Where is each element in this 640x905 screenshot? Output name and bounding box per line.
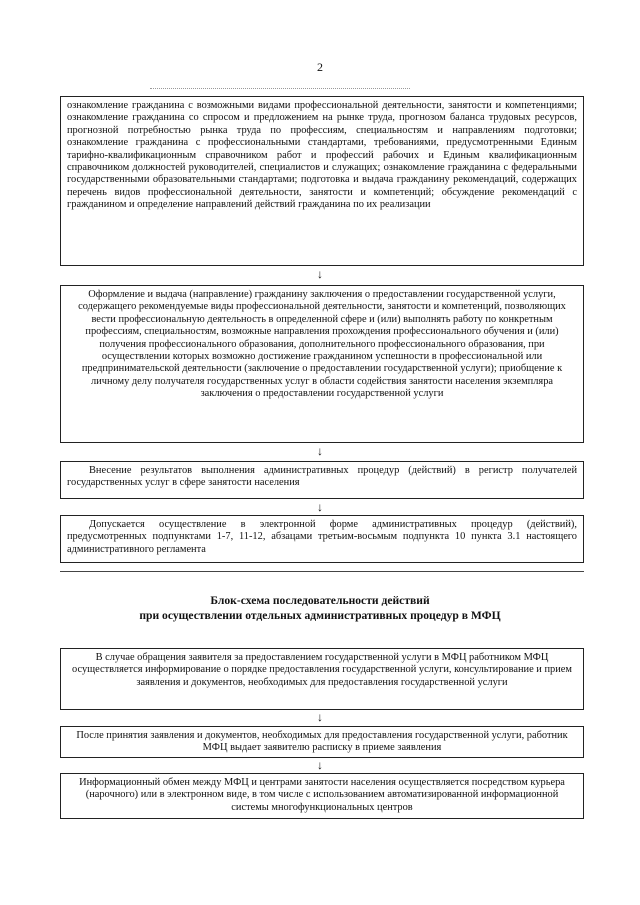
- flow-step-text: Информационный обмен между МФЦ и центрами занятости населения осуществляется посредством курьера (нарочного) или в электронном виде, в том числе с использованием автоматизированной информационной системы многофункциональных центров: [79, 777, 565, 813]
- section-title-line2: при осуществлении отдельных административных процедур в МФЦ: [139, 609, 501, 622]
- top-divider: [150, 88, 410, 89]
- flow-step-electronic-form: [60, 515, 584, 563]
- arrow-down-icon: ↓: [317, 758, 323, 772]
- flow-step-text: В случае обращения заявителя за предоставлением государственной услуги в МФЦ работником МФЦ осуществляется информирование о порядке предоставления государственной услуги, консультирование и прием заявления и документов, необходимых для предоставления государственной услуги: [72, 652, 572, 688]
- section-title-line1: Блок-схема последовательности действий: [210, 594, 430, 607]
- flow-step-text: Внесение результатов выполнения административных процедур (действий) в регистр получателей государственных услуг в сфере занятости населения: [67, 465, 577, 489]
- flow-step-information-exchange: [60, 773, 584, 819]
- arrow-down-icon: ↓: [317, 444, 323, 458]
- flow-step-text: Допускается осуществление в электронной форме административных процедур (действий), предусмотренных подпунктами 1-7, 11-12, абзацами третьим-восьмым подпункта 10 пункта 3.1 настоящего административного регламента: [67, 519, 577, 555]
- arrow-down-icon: ↓: [317, 500, 323, 514]
- flow-step-register: [60, 461, 584, 499]
- flow-step-familiarization: [60, 96, 584, 266]
- arrow-down-icon: ↓: [317, 710, 323, 724]
- flow-step-text: ознакомление гражданина с возможными видами профессиональной деятельности, занятости и компетенциями; ознакомление гражданина со спросом и предложением на рынке труда, прогнозом баланса трудовых ресурсов, прогнозной потребностью рынка труда по профессиям, специальностям и направлениям подготовки; ознакомление гражданина с профессиональными стандартами, требованиями, предусмотренными Единым тарифно-квалификационным справочником работ и профессий рабочих и Единым квалификационным справочником должностей руководителей, специалистов и служащих; ознакомление гражданина с федеральными государственными образовательными стандартами; подготовка и выдача гражданину рекомендаций, содержащих перечень видов профессиональной деятельности, занятости и компетенций; обсуждение рекомендаций с гражданином и определение направлений действий гражданина по их реализации: [67, 100, 577, 211]
- flow-step-conclusion: [60, 285, 584, 443]
- flow-step-mfc-reception: [60, 648, 584, 710]
- flow-step-text: Оформление и выдача (направление) гражданину заключения о предоставлении государственной услуги, содержащего рекомендуемые виды профессиональной деятельности, занятости и компетенций, позволяющих вести профессиональную деятельность в определенной сфере и (или) выполнять работу по конкретным профессиям, специальностям, возможные направления прохождения профессионального обучения и (или) получения профессионального образования, дополнительного профессионального образования, при осуществлении которых возможно достижение гражданином успешности в профессиональной или предпринимательской деятельности (заключение о предоставлении государственной услуги); приобщение к личному делу получателя государственных услуг в области содействия занятости населения экземпляра заключения о предоставлении государственной услуги: [78, 289, 566, 400]
- flow-step-receipt: [60, 726, 584, 758]
- flow-step-text: После принятия заявления и документов, необходимых для предоставления государственной услуги, работник МФЦ выдает заявителю расписку в приеме заявления: [76, 730, 568, 754]
- section-divider: [60, 571, 584, 572]
- arrow-down-icon: ↓: [317, 267, 323, 281]
- page-number: 2: [317, 60, 323, 74]
